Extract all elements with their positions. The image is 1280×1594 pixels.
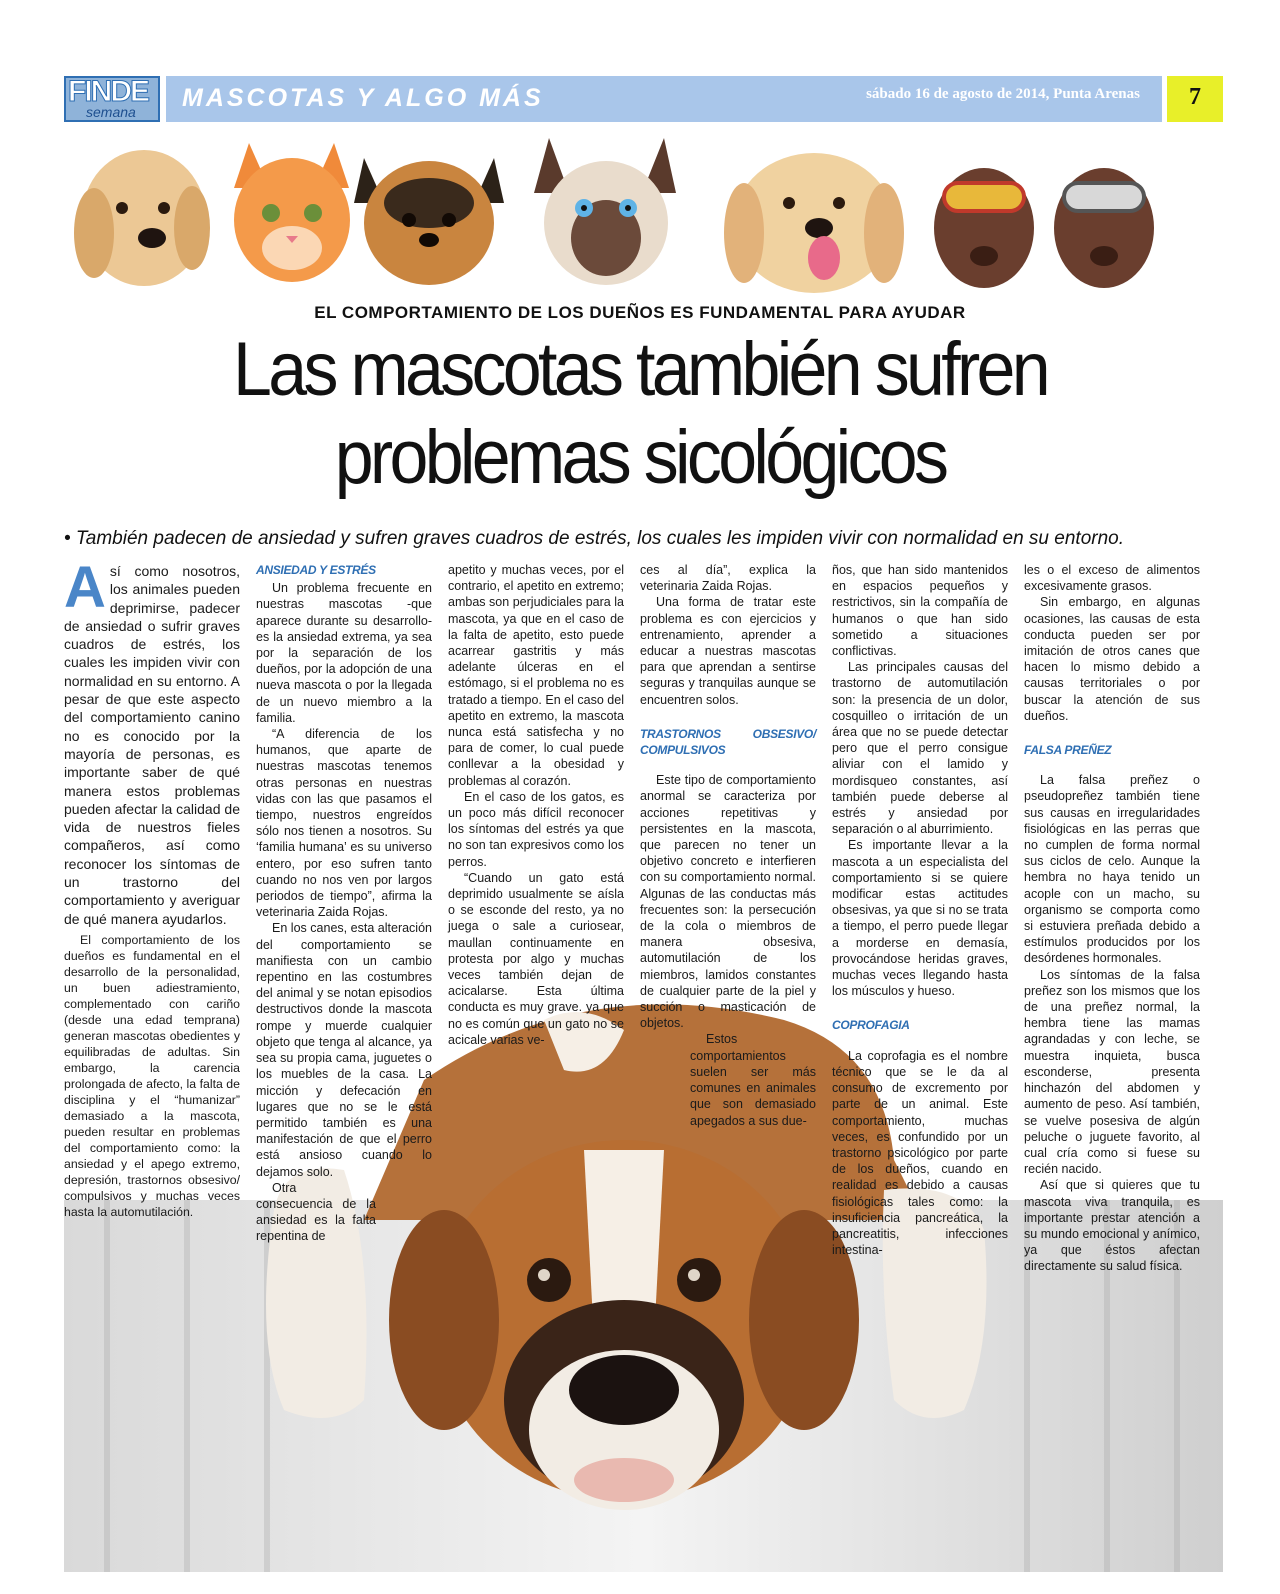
yorkie-puppy-photo [354, 158, 504, 285]
page-number: 7 [1167, 76, 1223, 122]
subhead-falsa-prenez: FALSA PREÑEZ [1024, 743, 1112, 758]
subhead-coprofagia: COPROFAGIA [832, 1018, 910, 1033]
drop-cap: A [64, 555, 106, 620]
headline [51, 326, 1229, 502]
pet-photo-strip [64, 128, 1223, 293]
paragraph: La coprofagia es el nombre técnico que se le da al consumo de excremento por parte de un animal. Este comportamiento, muchas veces, es confundido por un trastorno psicológico por parte de los dueños, cuando en realidad es debido a causas fisiológicas tales como: la insuficiencia pancreática, la pancreatitis, infecciones intestina- [832, 1048, 1008, 1258]
kicker: EL COMPORTAMIENTO DE LOS DUEÑOS ES FUNDAMENTAL PARA AYUDAR [314, 303, 966, 322]
finde-logo [64, 76, 160, 122]
paragraph: Este tipo de comportamiento anormal se caracteriza por acciones repetitivas y persistentes en la mascota, que parecen no tener un objetivo concreto e interfieren con su comportamiento normal. Algunas de las conductas más frecuentes son: la persecución de la cola o miembros de manera obsesiva, automutilación de los miembros, lamidos constantes de cualquier parte de la piel y succión o masticación de objetos. [640, 773, 816, 1031]
article-column-3 [448, 562, 624, 1048]
paragraph: “Cuando un gato está deprimido usualmente se aísla o se esconde del resto, ya no juega o sale a curiosear, maullan continuamente en protesta por algo y muchas veces también dejan de acicalarse. Esta última conducta es muy grave. ya que no es común que un gato no se acicale varias ve- [448, 870, 624, 1047]
section-bar [166, 76, 1162, 122]
article-column-2 [256, 562, 432, 1245]
paragraph: El comportamiento de los dueños es fundamental en el desarrollo de la personalidad, un buen adiestramiento, complementado con cariño (desde una edad temprana) generan mascotas obedientes y equilibradas de adultas. Sin embargo, la carencia prolongada de afecto, la falta de disciplina y el “humanizar” demasiado a la mascota, pueden resultar en problemas del comportamiento como: la ansiedad y el apego extremo, depresión, trastornos obsesivo/ compulsivos y muchas veces hasta la automutilación. [64, 932, 240, 1219]
headline-line-1: Las mascotas también sufren [233, 327, 1047, 412]
subhead-ansiedad: ANSIEDAD Y ESTRÉS [256, 563, 376, 577]
golden-puppy-photo [74, 150, 210, 286]
subdeck: • También padecen de ansiedad y sufren graves cuadros de estrés, los cuales les impiden vivir con normalidad en su entorno. [64, 528, 1125, 549]
page-header [64, 76, 1223, 122]
paragraph: Sin embargo, en algunas ocasiones, las causas de esta conducta pueden ser por imitación de otros canes que hacen lo mismo debido a causas territoriales o por buscar la atención de sus dueños. [1024, 595, 1200, 723]
paragraph: Es importante llevar a la mascota a un especialista del comportamiento si se quiere modificar estas actitudes obsesivas, ya que si no se trata a tiempo, el perro puede llegar a morderse en demasía, provocándose heridas graves, muchas veces llegando hasta los músculos y hueso. [832, 838, 1008, 999]
paragraph: Los síntomas de la falsa preñez son los mismos que los de una preñez normal, la hembra tiene las mamas agrandadas y con leche, se muestra inquieta, busca esconderse, presenta hinchazón del abdomen y aumento de peso. Así también, se vuelve posesiva de algún peluche o juguete favorito, al cual cría como si fuese su recién nacido. [1024, 967, 1200, 1177]
issue-date: sábado 16 de agosto de 2014, Punta Arenas [866, 86, 1140, 102]
paragraph: En el caso de los gatos, es un poco más difícil reconocer los síntomas del estrés ya que no son tan expresivos como los perros. [448, 789, 624, 869]
paragraph: ños, que han sido mantenidos en espacios pequeños y restrictivos, sin la compañía de humanos o que han sido sometido a situaciones conflictivas. [832, 563, 1008, 659]
lead-paragraph [64, 555, 240, 928]
paragraph: Un problema frecuente en nuestras mascotas -que aparece durante su desarrollo- es la ansiedad extrema, ya sea por la separación de los dueños, por la adopción de una nueva mascota o por la llegada de un nuevo miembro a la familia. [256, 581, 432, 725]
golden-retriever-photo [724, 153, 904, 293]
paragraph: Así que si quieres que tu mascota viva tranquila, es importante prestar atención a su mundo emocional y anímico, ya que éstos afectan directamente su salud física. [1024, 1178, 1200, 1274]
article-column-6 [1024, 562, 1200, 1275]
paragraph: Una forma de tratar este problema es con ejercicios y entrenamiento, aprender a educar a nuestras mascotas para que aprendan a sentirse seguras y tranquilas aunque se encuentren solos. [640, 595, 816, 707]
labradors-goggles-photo [934, 168, 1154, 288]
siamese-cat-photo [534, 138, 676, 285]
article-column-5 [832, 562, 1008, 1258]
paragraph: Las principales causas del trastorno de automutilación son: la presencia de un dolor, cosquilleo o irritación de un área que no se puede detectar pero que el perro consigue aliviar con el lamido y mordisqueo constantes, así también puede deberse al estrés y ansiedad por separación o al aburrimiento. [832, 660, 1008, 837]
paragraph: “A diferencia de los humanos, que aparte de nuestras mascotas tenemos otras personas en nuestras vidas con las que pasamos el tiempo, nuestros engreídos sólo nos tienen a nosotros. Su ‘familia humana’ es su universo entero, por eso sufren tanto cuando no nos ven por largos periodos de tiempo”, afirma la veterinaria Zaida Rojas. [256, 727, 432, 920]
orange-kitten-photo [234, 143, 350, 282]
logo-subtitle: semana [86, 104, 136, 120]
paragraph: les o el exceso de alimentos excesivamente grasos. [1024, 563, 1200, 594]
paragraph: ces al día”, explica la veterinaria Zaida Rojas. [640, 563, 816, 594]
headline-line-2: problemas sicológicos [334, 415, 946, 500]
section-title: MASCOTAS Y ALGO MÁS [182, 84, 544, 112]
subhead-trastornos: TRASTORNOS OBSESIVO/ COMPULSIVOS [640, 726, 816, 758]
paragraph: Otra consecuencia de la ansiedad es la falta repentina de [256, 1180, 376, 1244]
paragraph: apetito y muchas veces, por el contrario, el apetito en extremo; ambas son perjudiciales para la mascota, ya que en el caso de la falta de apetito, esto puede acarrear gastritis y más adelante úlceras en el estómago, si el problema no es tratado a tiempo. En el caso del apetito en extremo, la mascota nunca está satisfecha y no para de comer, lo cual puede conllevar a la obesidad y problemas al corazón. [448, 563, 624, 788]
paragraph: Estos comportamientos suelen ser más comunes en animales que son demasiado apegados a sus due- [690, 1032, 816, 1128]
article-column-1 [64, 555, 240, 1220]
logo-title: FINDE [68, 75, 148, 108]
paragraph: La falsa preñez o pseudopreñez también tiene sus causas en irregularidades fisiológicas en las perras que no cumplen de forma normal sus ciclos de celo. Aunque la hembra no haya tenido un acople con un macho, su organismo se comporta como si estuviera preñada debido a estímulos producidos por los desórdenes hormonales. [1024, 773, 1200, 966]
paragraph: En los canes, esta alteración del comportamiento se manifiesta con un cambio repentino en las costumbres del animal y se notan episodios destructivos donde la mascota rompe y muerde cualquier objeto que tenga al alcance, ya sea su propia cama, juguetes o los muebles de la casa. La micción y defecación en lugares que no se le está permitido también es una manifestación de que el perro está ansioso cuando lo dejamos solo. [256, 921, 432, 1179]
article-column-4 [640, 562, 816, 1129]
lead-text: sí como nosotros, los animales pueden deprimirse, padecer de ansiedad o sufrir graves cuadros de estrés, los cuales les impiden vivir con normalidad en su entorno. A pesar de que este aspecto del comportamiento canino no es conocido por la mayoría de personas, es importante saber de qué manera estos problemas pueden afectar la calidad de vida de nuestros fieles compañeros, así como reconocer los síntomas de un trastorno del comportamiento y averiguar de qué manera ayudarlos. [64, 563, 240, 927]
